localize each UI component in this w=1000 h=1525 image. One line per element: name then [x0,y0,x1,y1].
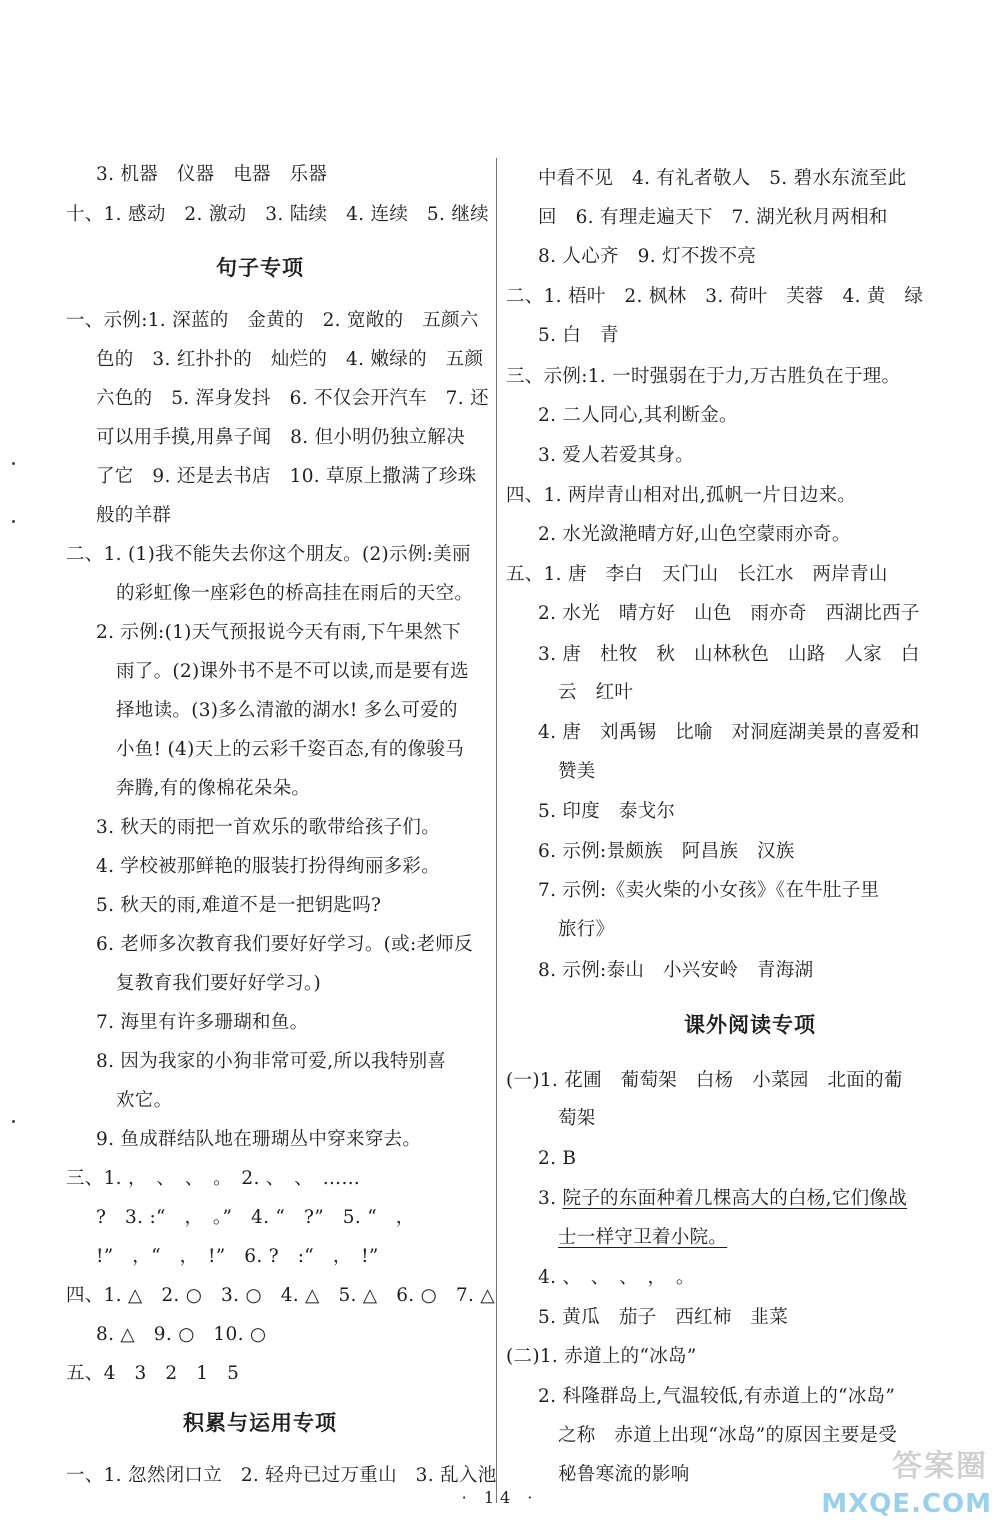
answer-line: 二、1. (1)我不能失去你这个朋友。(2)示例:美丽 [66,544,471,565]
answer-line: 6. 示例:景颇族 阿昌族 汉族 [538,841,795,862]
answer-line: ? 3. :“ ， 。” 4. “ ?” 5. “ ， [96,1207,415,1228]
answer-line: 3. 唐 杜牧 秋 山林秋色 山路 人家 白 [538,644,920,665]
answer-line: 云 红叶 [558,682,634,703]
answer-line: 7. 示例:《卖火柴的小女孩》《在牛肚子里 [538,880,880,901]
margin-mark [12,462,15,465]
answer-line: 一、1. 忽然闭口立 2. 轻舟已过万重山 3. 乱入池 [66,1465,497,1486]
answer-line: 之称 赤道上出现“冰岛”的原因主要是受 [558,1425,898,1446]
answer-line: 8. △ 9. ○ 10. ○ [96,1324,267,1345]
answer-line: 2. 水光 晴方好 山色 雨亦奇 西湖比西子 [538,603,920,624]
answer-line: 四、1. △ 2. ○ 3. ○ 4. △ 5. △ 6. ○ 7. △ [66,1285,495,1306]
column-divider [496,158,497,1503]
answer-line: 三、1. ， 、 、 。 2. 、 、 …… [66,1168,361,1189]
answer-line: 8. 人心齐 9. 灯不拨不亮 [538,246,757,267]
answer-line: 二、1. 梧叶 2. 枫林 3. 荷叶 芙蓉 4. 黄 绿 [506,286,924,307]
answer-line: 了它 9. 还是去书店 10. 草原上撒满了珍珠 [96,466,477,487]
section-heading: 课外阅读专项 [684,1013,816,1037]
answer-line: 2. 二人同心,其利断金。 [538,405,738,426]
answer-line: 秘鲁寒流的影响 [558,1464,690,1485]
answer-line: 3. 秋天的雨把一首欢乐的歌带给孩子们。 [96,817,441,838]
answer-line: 回 6. 有理走遍天下 7. 湖光秋月两相和 [538,207,888,228]
answer-line: (一)1. 花圃 葡萄架 白杨 小菜园 北面的葡 [506,1070,903,1091]
answer-line: 3. 爱人若爱其身。 [538,445,695,466]
answer-line: 的彩虹像一座彩色的桥高挂在雨后的天空。 [116,583,474,604]
answer-line: 6. 老师多次教育我们要好好学习。(或:老师反 [96,934,473,955]
answer-line: 六色的 5. 浑身发抖 6. 不仅会开汽车 7. 还 [96,388,489,409]
answer-line: 赞美 [558,761,596,782]
answer-line: 雨了。(2)课外书不是不可以读,而是要有选 [116,661,469,682]
answer-line: 欢它。 [116,1090,173,1111]
answer-line: 4. 学校被那鲜艳的服装打扮得绚丽多彩。 [96,856,441,877]
answer-line: 复教育我们要好好学习。) [116,973,322,994]
answer-line: 4. 唐 刘禹锡 比喻 对洞庭湖美景的喜爱和 [538,722,920,743]
watermark-site: MXQE.COM [821,1489,992,1519]
answer-line: 奔腾,有的像棉花朵朵。 [116,778,311,799]
answer-line: 五、4 3 2 1 5 [66,1363,240,1384]
answer-line: 2. 水光潋滟晴方好,山色空蒙雨亦奇。 [538,524,851,545]
margin-mark [12,520,15,523]
watermark-logo: 答案圈 [892,1449,988,1484]
answer-line: 4. 、 、 、 ， 。 [538,1267,695,1288]
answer-line: 5. 黄瓜 茄子 西红柿 韭菜 [538,1307,789,1328]
answer-line: 择地读。(3)多么清澈的湖水! 多么可爱的 [116,700,458,721]
answer-line: 2. 示例:(1)天气预报说今天有雨,下午果然下 [96,622,462,643]
answer-line: 般的羊群 [96,505,172,526]
answer-line: 小鱼! (4)天上的云彩千姿百态,有的像骏马 [116,739,465,760]
answer-line: 色的 3. 红扑扑的 灿烂的 4. 嫩绿的 五颜 [96,349,484,370]
answer-line: 五、1. 唐 李白 天门山 长江水 两岸青山 [506,564,888,585]
answer-line: 三、示例:1. 一时强弱在于力,万古胜负在于理。 [506,366,901,387]
answer-line: 十、1. 感动 2. 激动 3. 陆续 4. 连续 5. 继续 [66,204,489,225]
answer-line: !” ，“ ， !” 6. ? :“ ， !” [96,1246,379,1267]
answer-line: 5. 秋天的雨,难道不是一把钥匙吗? [96,895,382,916]
answer-line: 8. 因为我家的小狗非常可爱,所以我特别喜 [96,1051,447,1072]
answer-line: 一、示例:1. 深蓝的 金黄的 2. 宽敞的 五颜六 [66,310,479,331]
answer-line: 中看不见 4. 有礼者敬人 5. 碧水东流至此 [538,168,907,189]
answer-line: 7. 海里有许多珊瑚和鱼。 [96,1012,309,1033]
answer-line: 士一样守卫着小院。 [558,1227,728,1248]
answer-line: 旅行》 [558,919,615,940]
answer-line: 9. 鱼成群结队地在珊瑚丛中穿来穿去。 [96,1129,422,1150]
section-heading: 句子专项 [216,256,304,280]
answer-line: 8. 示例:泰山 小兴安岭 青海湖 [538,960,814,981]
answer-line: 3. 院子的东面种着几棵高大的白杨,它们像战 [538,1188,908,1209]
answer-line: 萄架 [558,1108,596,1129]
answer-line: 可以用手摸,用鼻子闻 8. 但小明仍独立解决 [96,427,466,448]
answer-line: 5. 白 青 [538,325,619,346]
answer-line: 5. 印度 泰戈尔 [538,801,676,822]
answer-line: (二)1. 赤道上的“冰岛” [506,1346,697,1367]
answer-line: 2. B [538,1148,577,1169]
watermark [782,1441,992,1519]
answer-line: 四、1. 两岸青山相对出,孤帆一片日边来。 [506,485,857,506]
answer-line: 2. 科隆群岛上,气温较低,有赤道上的“冰岛” [538,1386,896,1407]
answer-line: 3. 机器 仪器 电器 乐器 [96,164,328,185]
margin-mark [12,1120,15,1123]
page-number: · 14 · [461,1488,539,1507]
section-heading: 积累与运用专项 [183,1411,337,1435]
